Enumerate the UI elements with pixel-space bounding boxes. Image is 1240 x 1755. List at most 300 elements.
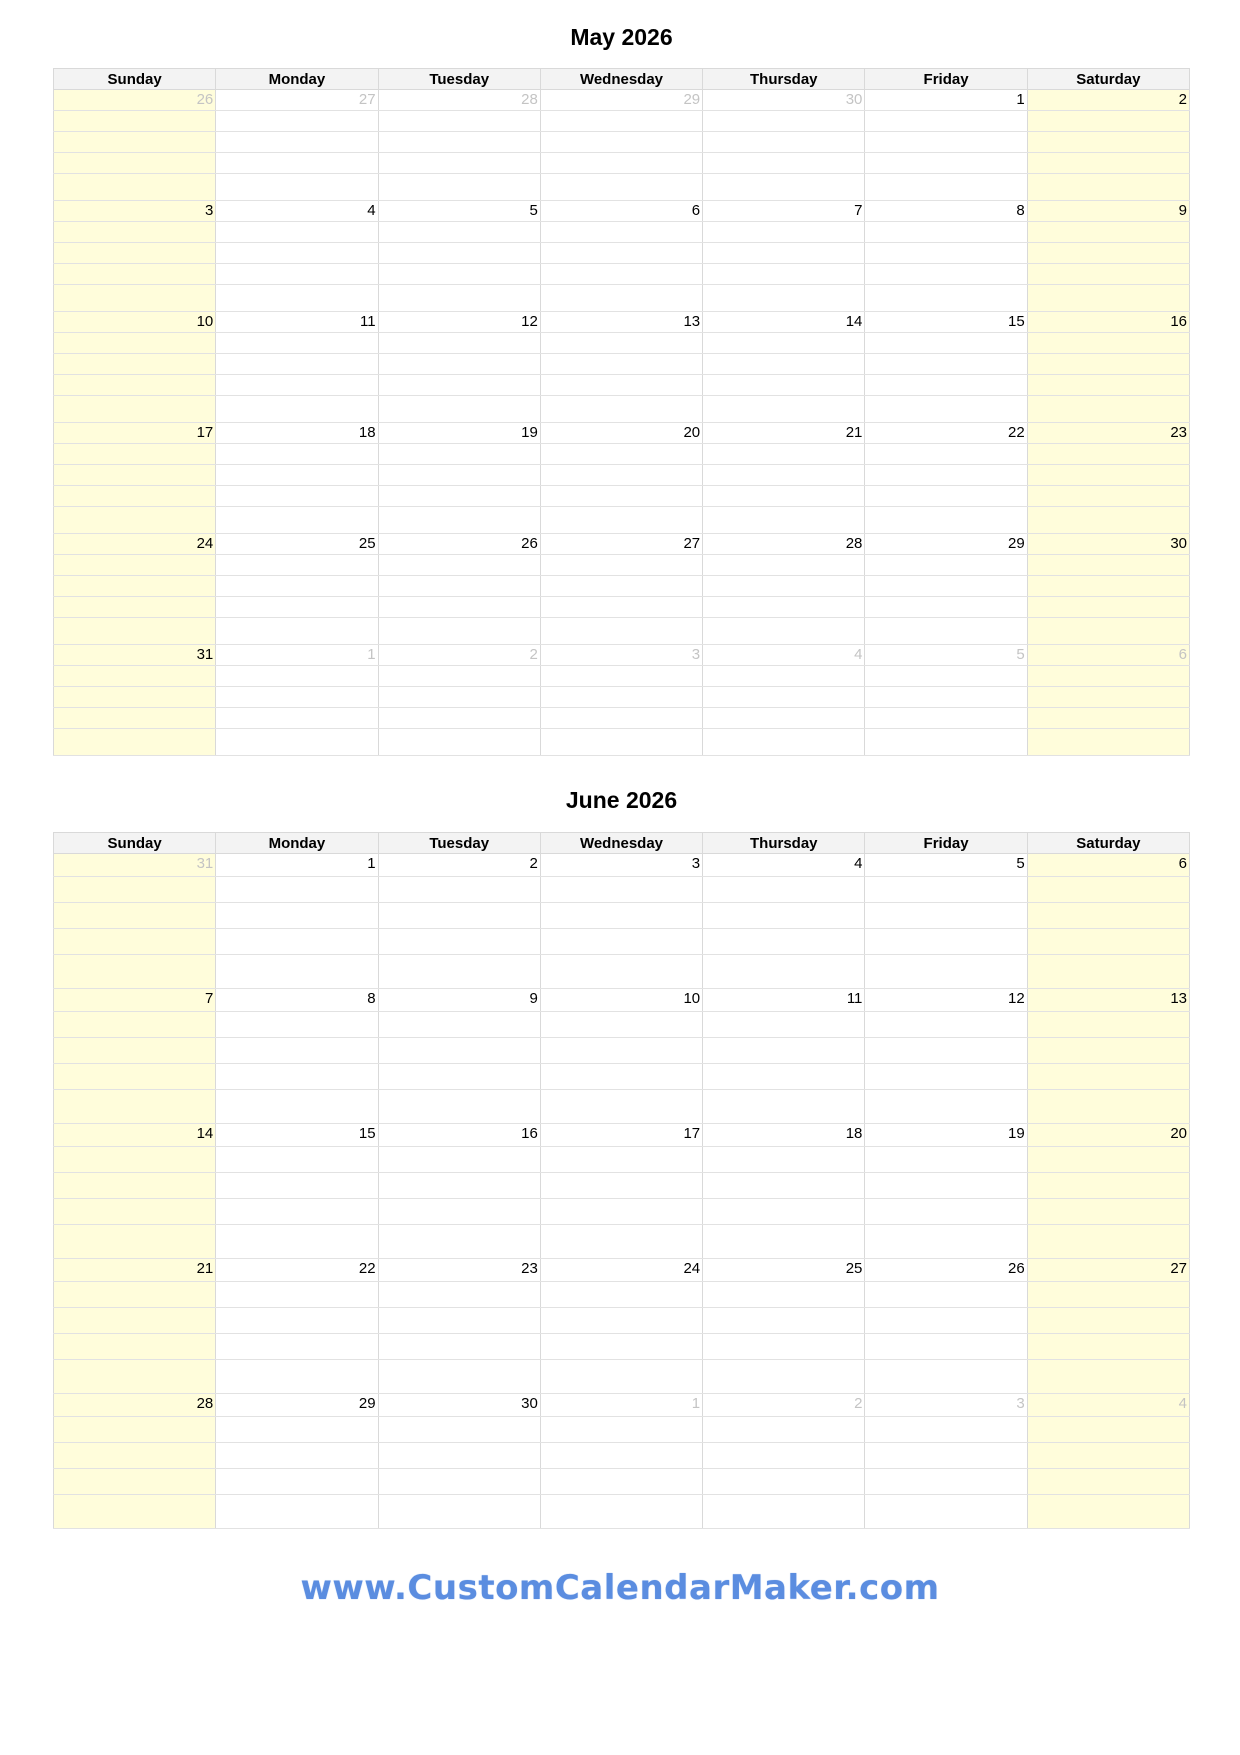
note-line[interactable] xyxy=(540,1199,702,1225)
day-cell[interactable] xyxy=(54,1394,216,1417)
note-line[interactable] xyxy=(1027,1090,1189,1124)
note-line[interactable] xyxy=(54,486,216,507)
day-cell[interactable] xyxy=(865,312,1027,333)
note-line[interactable] xyxy=(703,465,865,486)
note-line[interactable] xyxy=(703,929,865,955)
note-line[interactable] xyxy=(1027,153,1189,174)
day-cell[interactable] xyxy=(1027,201,1189,222)
note-line[interactable] xyxy=(54,1199,216,1225)
note-line[interactable] xyxy=(540,576,702,597)
note-line[interactable] xyxy=(1027,1417,1189,1443)
note-line[interactable] xyxy=(865,1173,1027,1199)
note-line[interactable] xyxy=(540,1443,702,1469)
day-cell[interactable] xyxy=(865,1259,1027,1282)
note-line[interactable] xyxy=(703,375,865,396)
day-cell[interactable] xyxy=(54,1124,216,1147)
note-line[interactable] xyxy=(378,1334,540,1360)
note-line[interactable] xyxy=(216,1173,378,1199)
note-line[interactable] xyxy=(1027,576,1189,597)
note-line[interactable] xyxy=(540,264,702,285)
day-cell[interactable] xyxy=(216,854,378,877)
note-line[interactable] xyxy=(865,687,1027,708)
note-line[interactable] xyxy=(378,486,540,507)
note-line[interactable] xyxy=(703,111,865,132)
day-cell[interactable] xyxy=(703,1124,865,1147)
note-line[interactable] xyxy=(540,877,702,903)
note-line[interactable] xyxy=(540,354,702,375)
note-line[interactable] xyxy=(378,354,540,375)
day-cell[interactable] xyxy=(865,90,1027,111)
day-cell[interactable] xyxy=(540,989,702,1012)
note-line[interactable] xyxy=(1027,666,1189,687)
note-line[interactable] xyxy=(54,174,216,201)
note-line[interactable] xyxy=(378,111,540,132)
day-cell[interactable] xyxy=(54,645,216,666)
note-line[interactable] xyxy=(865,354,1027,375)
note-line[interactable] xyxy=(1027,618,1189,645)
note-line[interactable] xyxy=(540,444,702,465)
note-line[interactable] xyxy=(1027,1199,1189,1225)
note-line[interactable] xyxy=(54,1443,216,1469)
note-line[interactable] xyxy=(378,955,540,989)
note-line[interactable] xyxy=(1027,1495,1189,1529)
note-line[interactable] xyxy=(865,597,1027,618)
note-line[interactable] xyxy=(703,555,865,576)
note-line[interactable] xyxy=(703,1090,865,1124)
note-line[interactable] xyxy=(378,618,540,645)
note-line[interactable] xyxy=(865,375,1027,396)
note-line[interactable] xyxy=(540,243,702,264)
note-line[interactable] xyxy=(378,222,540,243)
note-line[interactable] xyxy=(378,666,540,687)
note-line[interactable] xyxy=(216,1469,378,1495)
note-line[interactable] xyxy=(540,132,702,153)
note-line[interactable] xyxy=(54,354,216,375)
day-cell[interactable] xyxy=(540,312,702,333)
note-line[interactable] xyxy=(216,375,378,396)
note-line[interactable] xyxy=(378,687,540,708)
day-cell[interactable] xyxy=(703,645,865,666)
note-line[interactable] xyxy=(1027,111,1189,132)
day-cell[interactable] xyxy=(865,201,1027,222)
note-line[interactable] xyxy=(1027,1038,1189,1064)
note-line[interactable] xyxy=(703,1038,865,1064)
day-cell[interactable] xyxy=(216,312,378,333)
note-line[interactable] xyxy=(703,285,865,312)
note-line[interactable] xyxy=(378,1090,540,1124)
note-line[interactable] xyxy=(703,877,865,903)
note-line[interactable] xyxy=(216,1090,378,1124)
note-line[interactable] xyxy=(1027,396,1189,423)
day-cell[interactable] xyxy=(1027,90,1189,111)
note-line[interactable] xyxy=(540,375,702,396)
note-line[interactable] xyxy=(54,708,216,729)
note-line[interactable] xyxy=(378,555,540,576)
note-line[interactable] xyxy=(216,1495,378,1529)
note-line[interactable] xyxy=(540,903,702,929)
note-line[interactable] xyxy=(865,1038,1027,1064)
note-line[interactable] xyxy=(216,687,378,708)
note-line[interactable] xyxy=(216,1443,378,1469)
note-line[interactable] xyxy=(54,1334,216,1360)
note-line[interactable] xyxy=(865,1469,1027,1495)
note-line[interactable] xyxy=(865,1308,1027,1334)
day-cell[interactable] xyxy=(54,423,216,444)
note-line[interactable] xyxy=(540,486,702,507)
note-line[interactable] xyxy=(703,903,865,929)
note-line[interactable] xyxy=(865,666,1027,687)
note-line[interactable] xyxy=(865,486,1027,507)
note-line[interactable] xyxy=(378,507,540,534)
note-line[interactable] xyxy=(703,222,865,243)
note-line[interactable] xyxy=(378,174,540,201)
note-line[interactable] xyxy=(865,243,1027,264)
day-cell[interactable] xyxy=(54,201,216,222)
note-line[interactable] xyxy=(703,576,865,597)
note-line[interactable] xyxy=(54,877,216,903)
note-line[interactable] xyxy=(865,955,1027,989)
note-line[interactable] xyxy=(216,465,378,486)
day-cell[interactable] xyxy=(378,1394,540,1417)
day-cell[interactable] xyxy=(1027,1394,1189,1417)
note-line[interactable] xyxy=(378,1199,540,1225)
note-line[interactable] xyxy=(378,396,540,423)
note-line[interactable] xyxy=(1027,375,1189,396)
note-line[interactable] xyxy=(865,1495,1027,1529)
note-line[interactable] xyxy=(1027,1147,1189,1173)
note-line[interactable] xyxy=(54,1090,216,1124)
note-line[interactable] xyxy=(865,1147,1027,1173)
note-line[interactable] xyxy=(703,708,865,729)
note-line[interactable] xyxy=(378,1038,540,1064)
note-line[interactable] xyxy=(1027,1064,1189,1090)
note-line[interactable] xyxy=(54,264,216,285)
note-line[interactable] xyxy=(703,1334,865,1360)
note-line[interactable] xyxy=(703,333,865,354)
note-line[interactable] xyxy=(1027,1443,1189,1469)
note-line[interactable] xyxy=(216,955,378,989)
note-line[interactable] xyxy=(216,877,378,903)
note-line[interactable] xyxy=(54,222,216,243)
note-line[interactable] xyxy=(54,729,216,756)
note-line[interactable] xyxy=(378,877,540,903)
note-line[interactable] xyxy=(1027,929,1189,955)
note-line[interactable] xyxy=(216,444,378,465)
note-line[interactable] xyxy=(1027,955,1189,989)
day-cell[interactable] xyxy=(540,645,702,666)
note-line[interactable] xyxy=(378,444,540,465)
note-line[interactable] xyxy=(216,576,378,597)
day-cell[interactable] xyxy=(378,854,540,877)
note-line[interactable] xyxy=(1027,507,1189,534)
note-line[interactable] xyxy=(1027,1308,1189,1334)
note-line[interactable] xyxy=(216,243,378,264)
note-line[interactable] xyxy=(378,1225,540,1259)
day-cell[interactable] xyxy=(703,989,865,1012)
note-line[interactable] xyxy=(216,333,378,354)
note-line[interactable] xyxy=(540,729,702,756)
note-line[interactable] xyxy=(54,1147,216,1173)
note-line[interactable] xyxy=(865,333,1027,354)
day-cell[interactable] xyxy=(1027,1259,1189,1282)
day-cell[interactable] xyxy=(1027,645,1189,666)
day-cell[interactable] xyxy=(1027,989,1189,1012)
note-line[interactable] xyxy=(865,1282,1027,1308)
note-line[interactable] xyxy=(703,1173,865,1199)
note-line[interactable] xyxy=(216,1334,378,1360)
note-line[interactable] xyxy=(378,132,540,153)
note-line[interactable] xyxy=(865,132,1027,153)
note-line[interactable] xyxy=(865,729,1027,756)
day-cell[interactable] xyxy=(216,1394,378,1417)
note-line[interactable] xyxy=(540,1308,702,1334)
note-line[interactable] xyxy=(865,111,1027,132)
note-line[interactable] xyxy=(378,1282,540,1308)
note-line[interactable] xyxy=(216,1038,378,1064)
note-line[interactable] xyxy=(540,222,702,243)
note-line[interactable] xyxy=(865,222,1027,243)
day-cell[interactable] xyxy=(378,423,540,444)
note-line[interactable] xyxy=(703,729,865,756)
day-cell[interactable] xyxy=(54,1259,216,1282)
note-line[interactable] xyxy=(703,1199,865,1225)
note-line[interactable] xyxy=(1027,555,1189,576)
note-line[interactable] xyxy=(1027,1012,1189,1038)
note-line[interactable] xyxy=(216,618,378,645)
note-line[interactable] xyxy=(54,333,216,354)
day-cell[interactable] xyxy=(865,1394,1027,1417)
note-line[interactable] xyxy=(865,1012,1027,1038)
note-line[interactable] xyxy=(540,666,702,687)
day-cell[interactable] xyxy=(216,645,378,666)
note-line[interactable] xyxy=(216,354,378,375)
note-line[interactable] xyxy=(54,666,216,687)
note-line[interactable] xyxy=(216,1064,378,1090)
note-line[interactable] xyxy=(540,1417,702,1443)
note-line[interactable] xyxy=(540,285,702,312)
day-cell[interactable] xyxy=(865,645,1027,666)
note-line[interactable] xyxy=(54,1469,216,1495)
note-line[interactable] xyxy=(865,1360,1027,1394)
note-line[interactable] xyxy=(1027,174,1189,201)
note-line[interactable] xyxy=(1027,903,1189,929)
note-line[interactable] xyxy=(703,396,865,423)
day-cell[interactable] xyxy=(865,854,1027,877)
note-line[interactable] xyxy=(216,111,378,132)
note-line[interactable] xyxy=(703,1282,865,1308)
note-line[interactable] xyxy=(54,1012,216,1038)
note-line[interactable] xyxy=(378,1360,540,1394)
note-line[interactable] xyxy=(54,576,216,597)
note-line[interactable] xyxy=(378,465,540,486)
day-cell[interactable] xyxy=(540,1124,702,1147)
note-line[interactable] xyxy=(865,1199,1027,1225)
note-line[interactable] xyxy=(703,1064,865,1090)
note-line[interactable] xyxy=(703,666,865,687)
note-line[interactable] xyxy=(703,1225,865,1259)
note-line[interactable] xyxy=(216,1360,378,1394)
note-line[interactable] xyxy=(865,903,1027,929)
note-line[interactable] xyxy=(216,1012,378,1038)
day-cell[interactable] xyxy=(865,423,1027,444)
day-cell[interactable] xyxy=(54,989,216,1012)
note-line[interactable] xyxy=(540,1064,702,1090)
note-line[interactable] xyxy=(540,687,702,708)
note-line[interactable] xyxy=(540,1282,702,1308)
note-line[interactable] xyxy=(54,1360,216,1394)
note-line[interactable] xyxy=(540,597,702,618)
note-line[interactable] xyxy=(1027,729,1189,756)
note-line[interactable] xyxy=(703,153,865,174)
day-cell[interactable] xyxy=(703,534,865,555)
note-line[interactable] xyxy=(54,507,216,534)
note-line[interactable] xyxy=(540,1334,702,1360)
note-line[interactable] xyxy=(540,1469,702,1495)
note-line[interactable] xyxy=(378,576,540,597)
note-line[interactable] xyxy=(54,1495,216,1529)
note-line[interactable] xyxy=(54,1064,216,1090)
note-line[interactable] xyxy=(1027,354,1189,375)
note-line[interactable] xyxy=(865,444,1027,465)
note-line[interactable] xyxy=(865,507,1027,534)
note-line[interactable] xyxy=(378,1495,540,1529)
note-line[interactable] xyxy=(1027,333,1189,354)
note-line[interactable] xyxy=(703,354,865,375)
note-line[interactable] xyxy=(540,153,702,174)
note-line[interactable] xyxy=(216,174,378,201)
note-line[interactable] xyxy=(540,1147,702,1173)
day-cell[interactable] xyxy=(216,423,378,444)
note-line[interactable] xyxy=(54,1038,216,1064)
note-line[interactable] xyxy=(703,687,865,708)
note-line[interactable] xyxy=(540,1495,702,1529)
day-cell[interactable] xyxy=(1027,423,1189,444)
note-line[interactable] xyxy=(865,396,1027,423)
note-line[interactable] xyxy=(378,333,540,354)
note-line[interactable] xyxy=(378,285,540,312)
note-line[interactable] xyxy=(540,1090,702,1124)
day-cell[interactable] xyxy=(378,1259,540,1282)
note-line[interactable] xyxy=(1027,243,1189,264)
note-line[interactable] xyxy=(1027,465,1189,486)
note-line[interactable] xyxy=(1027,264,1189,285)
note-line[interactable] xyxy=(378,1443,540,1469)
note-line[interactable] xyxy=(216,132,378,153)
note-line[interactable] xyxy=(216,666,378,687)
note-line[interactable] xyxy=(1027,708,1189,729)
day-cell[interactable] xyxy=(540,423,702,444)
note-line[interactable] xyxy=(378,729,540,756)
note-line[interactable] xyxy=(378,597,540,618)
note-line[interactable] xyxy=(216,1199,378,1225)
note-line[interactable] xyxy=(1027,1360,1189,1394)
note-line[interactable] xyxy=(216,555,378,576)
note-line[interactable] xyxy=(865,264,1027,285)
note-line[interactable] xyxy=(54,1225,216,1259)
note-line[interactable] xyxy=(1027,444,1189,465)
note-line[interactable] xyxy=(703,174,865,201)
note-line[interactable] xyxy=(703,1495,865,1529)
note-line[interactable] xyxy=(865,877,1027,903)
day-cell[interactable] xyxy=(378,90,540,111)
note-line[interactable] xyxy=(865,929,1027,955)
note-line[interactable] xyxy=(703,444,865,465)
note-line[interactable] xyxy=(703,618,865,645)
note-line[interactable] xyxy=(865,153,1027,174)
note-line[interactable] xyxy=(54,618,216,645)
note-line[interactable] xyxy=(703,132,865,153)
note-line[interactable] xyxy=(865,1225,1027,1259)
note-line[interactable] xyxy=(865,555,1027,576)
note-line[interactable] xyxy=(865,1090,1027,1124)
note-line[interactable] xyxy=(378,1308,540,1334)
note-line[interactable] xyxy=(540,111,702,132)
note-line[interactable] xyxy=(216,729,378,756)
day-cell[interactable] xyxy=(865,534,1027,555)
note-line[interactable] xyxy=(1027,1173,1189,1199)
day-cell[interactable] xyxy=(703,90,865,111)
note-line[interactable] xyxy=(54,444,216,465)
note-line[interactable] xyxy=(216,1282,378,1308)
note-line[interactable] xyxy=(1027,222,1189,243)
note-line[interactable] xyxy=(378,708,540,729)
day-cell[interactable] xyxy=(1027,1124,1189,1147)
note-line[interactable] xyxy=(54,903,216,929)
note-line[interactable] xyxy=(54,687,216,708)
day-cell[interactable] xyxy=(378,534,540,555)
note-line[interactable] xyxy=(540,618,702,645)
note-line[interactable] xyxy=(216,264,378,285)
note-line[interactable] xyxy=(540,1012,702,1038)
note-line[interactable] xyxy=(54,1308,216,1334)
note-line[interactable] xyxy=(54,153,216,174)
note-line[interactable] xyxy=(378,264,540,285)
note-line[interactable] xyxy=(865,576,1027,597)
note-line[interactable] xyxy=(54,1417,216,1443)
note-line[interactable] xyxy=(540,507,702,534)
note-line[interactable] xyxy=(216,597,378,618)
note-line[interactable] xyxy=(703,243,865,264)
note-line[interactable] xyxy=(378,153,540,174)
day-cell[interactable] xyxy=(378,201,540,222)
note-line[interactable] xyxy=(540,1038,702,1064)
note-line[interactable] xyxy=(216,396,378,423)
note-line[interactable] xyxy=(1027,687,1189,708)
footer-logo[interactable]: www.CustomCalendarMaker.com xyxy=(300,1568,940,1608)
note-line[interactable] xyxy=(703,1360,865,1394)
day-cell[interactable] xyxy=(216,534,378,555)
day-cell[interactable] xyxy=(703,312,865,333)
note-line[interactable] xyxy=(540,955,702,989)
note-line[interactable] xyxy=(54,132,216,153)
note-line[interactable] xyxy=(865,465,1027,486)
day-cell[interactable] xyxy=(540,1259,702,1282)
note-line[interactable] xyxy=(216,1225,378,1259)
note-line[interactable] xyxy=(378,1012,540,1038)
note-line[interactable] xyxy=(54,929,216,955)
note-line[interactable] xyxy=(703,1417,865,1443)
day-cell[interactable] xyxy=(865,1124,1027,1147)
note-line[interactable] xyxy=(216,1147,378,1173)
note-line[interactable] xyxy=(703,1308,865,1334)
note-line[interactable] xyxy=(540,465,702,486)
note-line[interactable] xyxy=(540,1173,702,1199)
note-line[interactable] xyxy=(703,1147,865,1173)
day-cell[interactable] xyxy=(54,312,216,333)
note-line[interactable] xyxy=(865,285,1027,312)
note-line[interactable] xyxy=(540,333,702,354)
note-line[interactable] xyxy=(216,1417,378,1443)
